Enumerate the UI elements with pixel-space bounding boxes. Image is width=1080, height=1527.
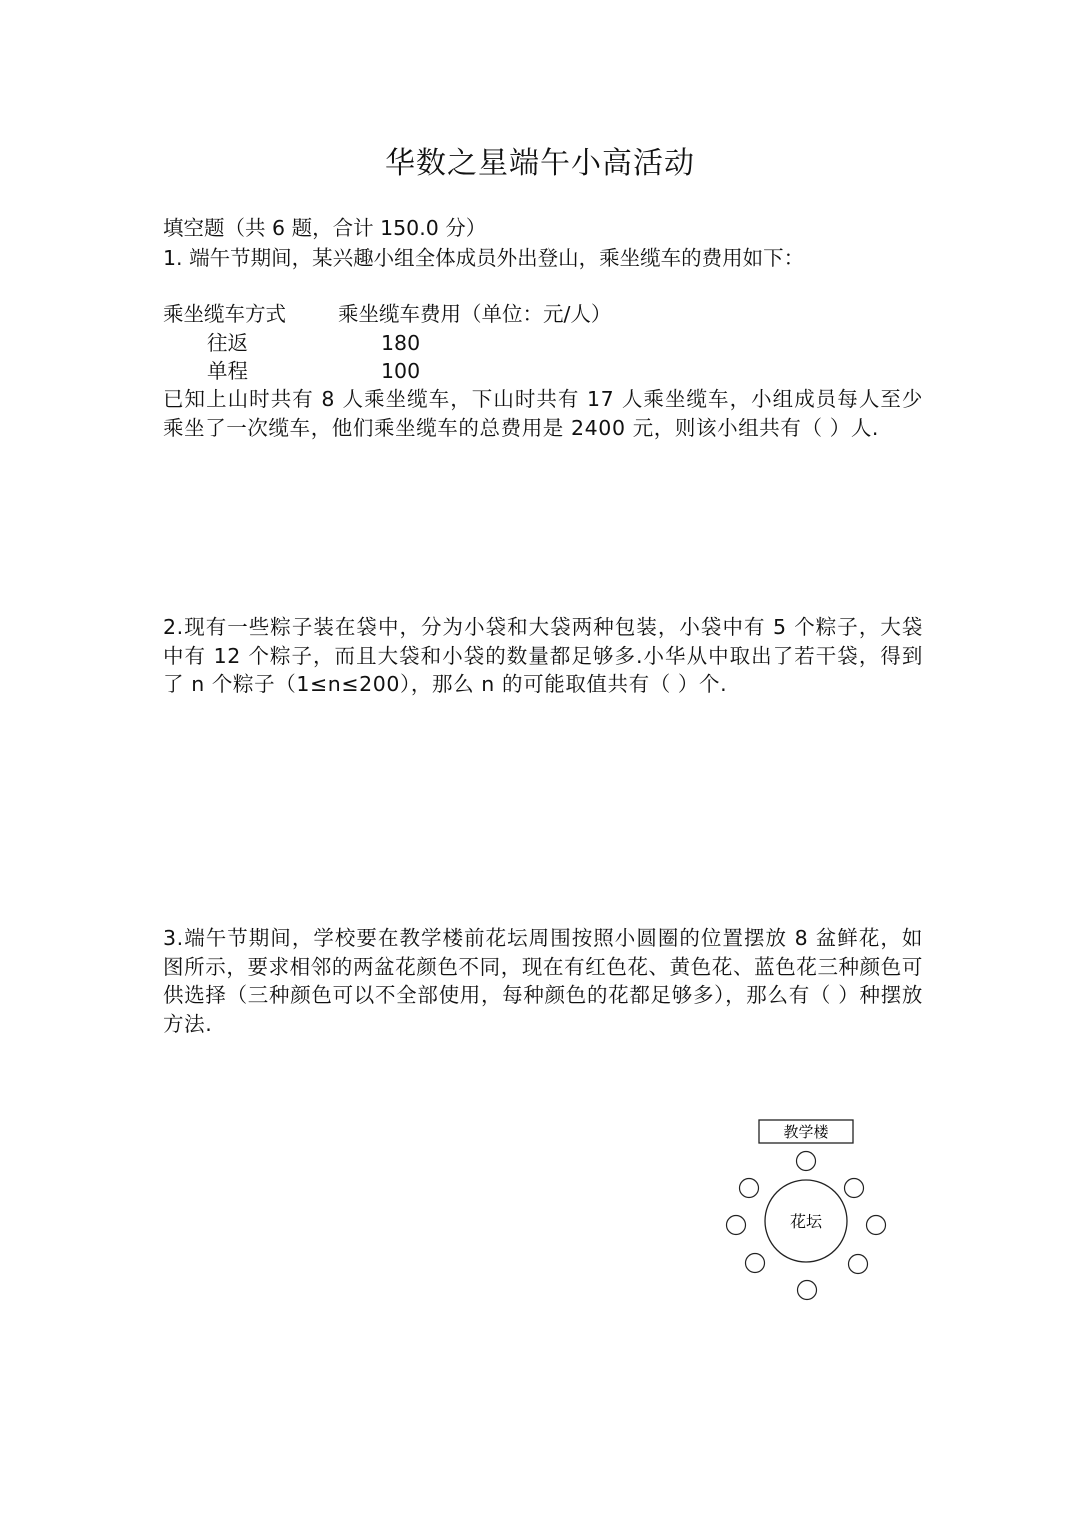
q3-body: 3.端午节期间，学校要在教学楼前花坛周围按照小圆圈的位置摆放 8 盆鲜花，如图所示，要求相邻的两盆花颜色不同，现在有红色花、黄色花、蓝色花三种颜色可供选择（三种颜色可以不全部使用，每种颜色的花都足够多），那么有（ ）种摆放方法. — [163, 926, 923, 1036]
q2-body: 2.现有一些粽子装在袋中，分为小袋和大袋两种包装，小袋中有 5 个粽子，大袋中有 12 个粽子，而且大袋和小袋的数量都足够多.小华从中取出了若干袋，得到了 n 个粽子（1≤n≤200），那么 n 的可能取值共有（ ）个. — [163, 615, 923, 696]
flower-pot-circle — [797, 1152, 816, 1171]
flower-pot-circle — [727, 1216, 746, 1235]
q1-table-row-mode: 单程 — [207, 359, 248, 383]
section-header: 填空题（共 6 题，合计 150.0 分） — [163, 216, 487, 240]
page-title: 华数之星端午小高活动 — [385, 146, 695, 181]
flower-pot-circle — [849, 1255, 868, 1274]
building-label: 教学楼 — [783, 1123, 829, 1141]
flower-pot-circle — [867, 1216, 886, 1235]
flower-pot-circle — [798, 1281, 817, 1300]
q1-table-row-mode: 往返 — [207, 331, 248, 355]
flower-pot-circle — [746, 1254, 765, 1273]
q1-table-header-mode: 乘坐缆车方式 — [163, 302, 286, 326]
q1-intro: 1. 端午节期间，某兴趣小组全体成员外出登山，乘坐缆车的费用如下： — [163, 246, 805, 270]
flowerbed-label: 花坛 — [789, 1212, 823, 1231]
flowerbed-diagram — [715, 1110, 905, 1310]
q1-table-row-price: 100 — [381, 359, 421, 383]
flower-pot-circle — [740, 1179, 759, 1198]
q1-body: 已知上山时共有 8 人乘坐缆车，下山时共有 17 人乘坐缆车，小组成员每人至少乘坐了一次缆车，他们乘坐缆车的总费用是 2400 元，则该小组共有（ ）人. — [163, 387, 923, 440]
q1-table-row-price: 180 — [381, 331, 421, 355]
q1-table-header-price: 乘坐缆车费用（单位：元/人） — [338, 302, 612, 326]
flower-pot-circle — [845, 1179, 864, 1198]
